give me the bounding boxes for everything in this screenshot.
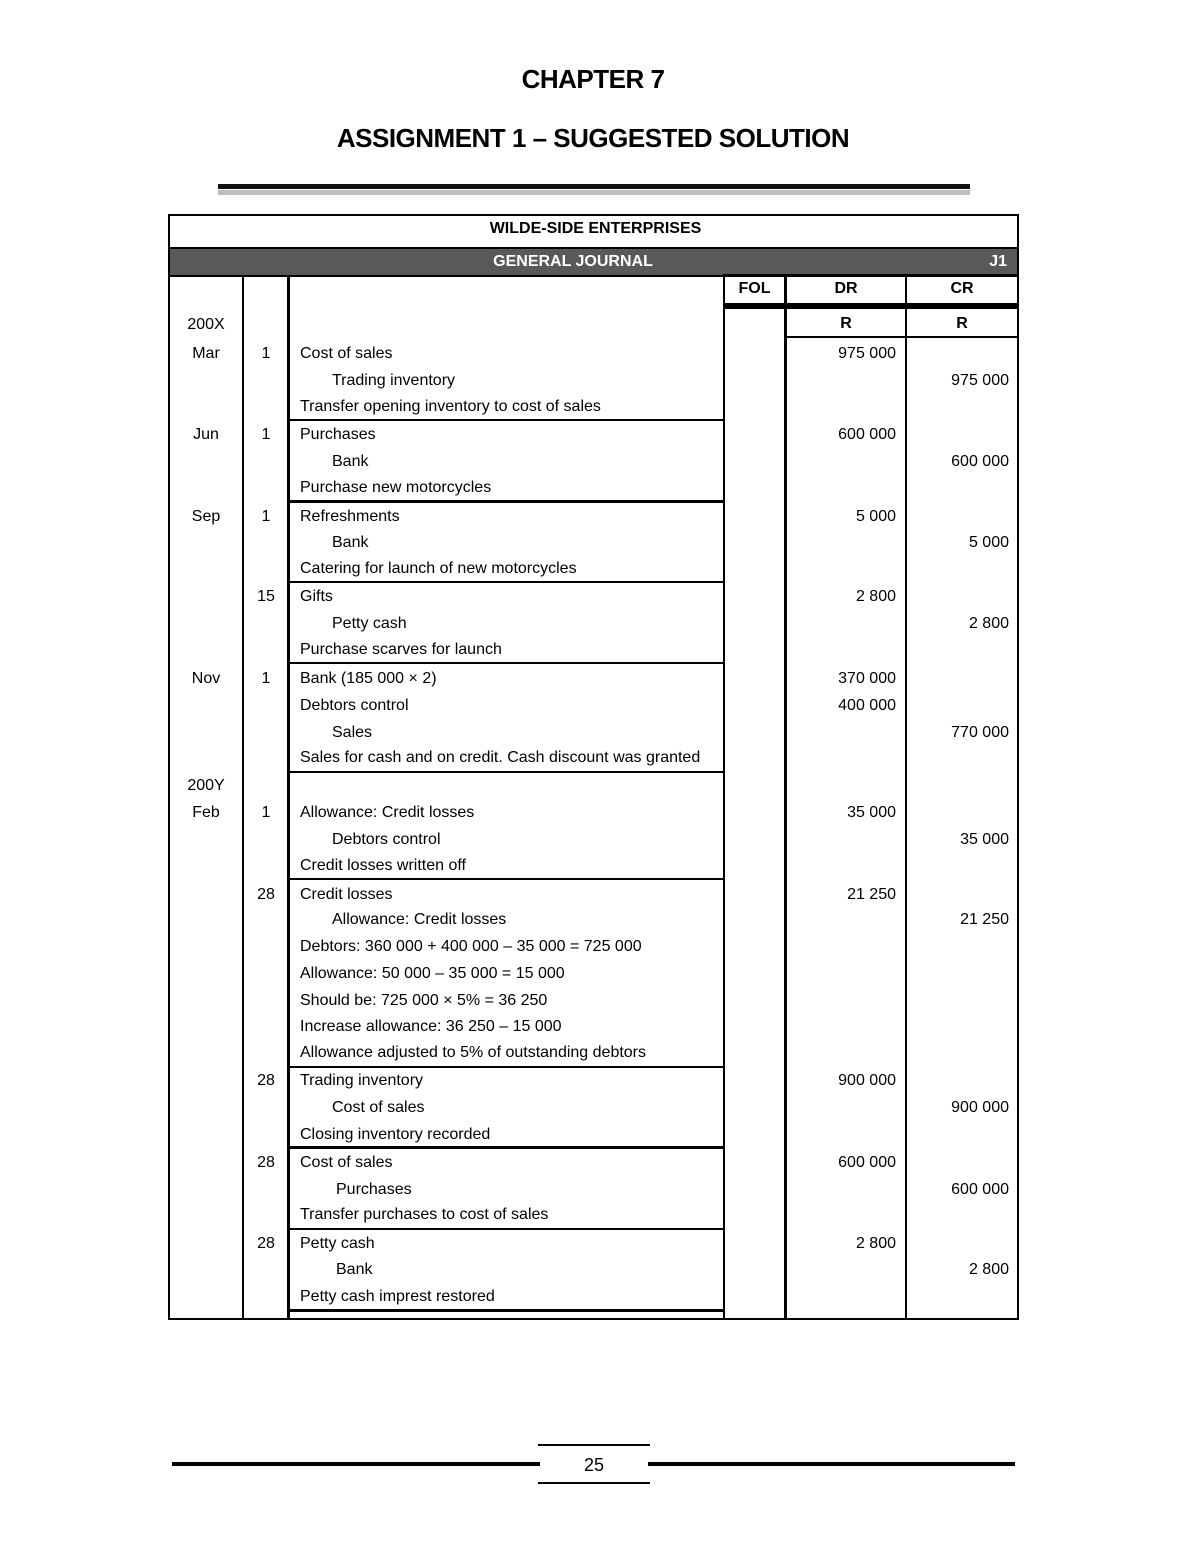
account-cell: Gifts [300,588,333,605]
header-rule [218,184,970,189]
narration-cell: Closing inventory recorded [300,1126,491,1143]
dr-header: DR [834,280,858,297]
working-note: Should be: 725 000 × 5% = 36 250 [300,992,548,1009]
debit-cell: 975 000 [838,345,896,362]
credit-account-cell: Trading inventory [332,372,456,389]
unit-bottom-line [784,336,1017,338]
company-name: WILDE-SIDE ENTERPRISES [489,220,702,237]
month-cell: Feb [192,804,220,821]
page-number-box-bottom [538,1482,650,1484]
footer-rule-left [172,1462,540,1466]
month-cell: Sep [191,508,221,525]
month-cell: Jun [193,426,219,443]
column-divider-cr [905,275,907,1320]
unit-left-edge [784,309,786,338]
year-cell: 200X [187,316,225,333]
credit-cell: 600 000 [951,1181,1009,1198]
credit-cell: 975 000 [951,372,1009,389]
credit-cell: 770 000 [951,724,1009,741]
entry-separator [287,1146,725,1149]
credit-account-cell: Purchases [336,1181,412,1198]
narration-cell: Allowance adjusted to 5% of outstanding debtors [300,1044,647,1061]
entry-separator [287,1309,725,1312]
debit-cell: 21 250 [847,886,896,903]
day-cell: 1 [261,804,271,821]
chapter-heading: CHAPTER 7 [521,64,665,94]
narration-cell: Petty cash imprest restored [300,1288,495,1305]
account-cell: Petty cash [300,1235,375,1252]
debit-cell: 900 000 [838,1072,896,1089]
credit-cell: 2 800 [968,1261,1009,1278]
credit-account-cell: Bank [332,453,369,470]
month-cell: Mar [192,345,220,362]
day-cell: 1 [261,670,271,687]
journal-title: GENERAL JOURNAL [493,253,653,270]
entry-separator [287,771,725,773]
day-cell: 15 [257,588,275,605]
header-rule-shadow [218,190,970,195]
credit-account-cell: Sales [332,724,373,741]
year-cell: 200Y [187,777,225,794]
journal-reference: J1 [989,253,1007,270]
day-cell: 28 [257,1072,275,1089]
account-cell: Refreshments [300,508,400,525]
credit-account-cell: Bank [336,1261,373,1278]
account-cell: Debtors control [300,697,409,714]
month-cell: Nov [191,670,221,687]
credit-cell: 900 000 [951,1099,1009,1116]
entry-separator [287,1228,725,1230]
header-bottom-line [723,303,1017,309]
debit-cell: 600 000 [838,426,896,443]
debit-cell: 600 000 [838,1154,896,1171]
entry-separator [287,500,725,503]
narration-cell: Purchase scarves for launch [300,641,502,658]
working-note: Increase allowance: 36 250 – 15 000 [300,1018,562,1035]
header-top-line [723,274,1017,276]
page-number-box-top [538,1444,650,1446]
dr-unit: R [840,315,852,332]
entry-separator [287,1066,725,1068]
working-note: Debtors: 360 000 + 400 000 – 35 000 = 725 000 [300,938,642,955]
credit-cell: 21 250 [960,911,1009,928]
cr-unit: R [956,315,968,332]
day-cell: 28 [257,1235,275,1252]
credit-cell: 2 800 [968,615,1009,632]
narration-cell: Transfer purchases to cost of sales [300,1206,549,1223]
day-cell: 1 [261,508,271,525]
day-cell: 28 [257,886,275,903]
fol-header: FOL [738,280,771,297]
entry-separator [287,581,725,583]
account-cell: Bank (185 000 × 2) [300,670,437,687]
day-cell: 28 [257,1154,275,1171]
credit-account-cell: Cost of sales [332,1099,425,1116]
account-cell: Trading inventory [300,1072,424,1089]
debit-cell: 35 000 [847,804,896,821]
account-cell: Cost of sales [300,345,393,362]
credit-cell: 5 000 [968,534,1009,551]
credit-account-cell: Bank [332,534,369,551]
account-cell: Purchases [300,426,376,443]
narration-cell: Sales for cash and on credit. Cash discount was granted [300,749,701,766]
narration-cell: Credit losses written off [300,857,466,874]
credit-account-cell: Petty cash [332,615,407,632]
account-cell: Allowance: Credit losses [300,804,475,821]
account-cell: Cost of sales [300,1154,393,1171]
cr-header: CR [950,280,974,297]
debit-cell: 400 000 [838,697,896,714]
page-number: 25 [583,1455,605,1475]
day-cell: 1 [261,426,271,443]
credit-account-cell: Allowance: Credit losses [332,911,507,928]
debit-cell: 5 000 [855,508,896,525]
entry-separator [287,662,725,664]
day-cell: 1 [261,345,271,362]
entry-separator [287,878,725,880]
footer-rule-right [648,1462,1015,1466]
debit-cell: 370 000 [838,670,896,687]
narration-cell: Transfer opening inventory to cost of sales [300,398,601,415]
journal-title-bar [170,247,1017,277]
credit-cell: 600 000 [951,453,1009,470]
assignment-heading: ASSIGNMENT 1 – SUGGESTED SOLUTION [336,123,850,153]
narration-cell: Catering for launch of new motorcycles [300,560,577,577]
credit-account-cell: Debtors control [332,831,441,848]
column-divider-fol [723,275,725,1320]
working-note: Allowance: 50 000 – 35 000 = 15 000 [300,965,565,982]
credit-cell: 35 000 [960,831,1009,848]
narration-cell: Purchase new motorcycles [300,479,492,496]
debit-cell: 2 800 [855,1235,896,1252]
general-journal-table [168,214,1019,1320]
debit-cell: 2 800 [855,588,896,605]
account-cell: Credit losses [300,886,393,903]
entry-separator [287,419,725,421]
